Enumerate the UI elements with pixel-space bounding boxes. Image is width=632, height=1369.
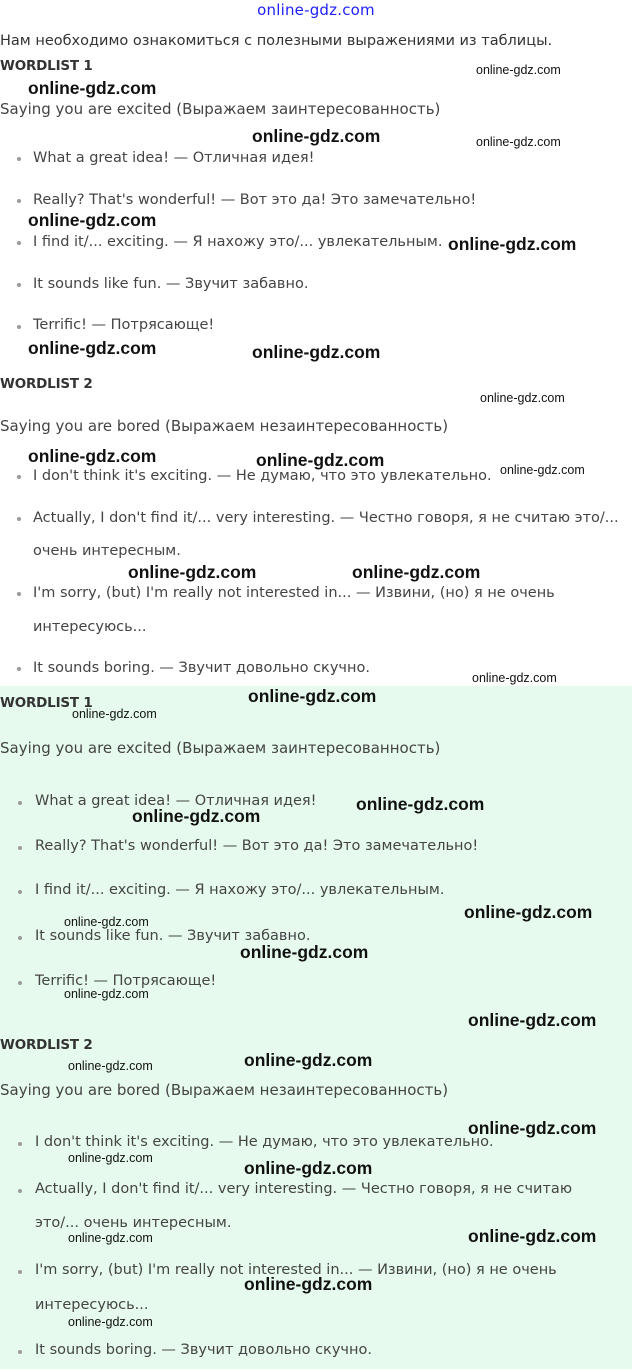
watermark: online-gdz.com	[472, 671, 557, 685]
list-item: I find it/... exciting. — Я нахожу это/... увлекательным.	[33, 234, 443, 250]
bullet-icon	[18, 1142, 22, 1146]
watermark: online-gdz.com	[356, 794, 485, 814]
bullet-icon	[17, 517, 21, 521]
watermark: online-gdz.com	[68, 1231, 153, 1245]
bullet-icon	[17, 667, 21, 671]
watermark: online-gdz.com	[468, 1010, 597, 1030]
wordlist-subtitle: Saying you are bored (Выражаем незаинтересованность)	[0, 1081, 449, 1099]
list-item: I don't think it's exciting. — Не думаю, что это увлекательно.	[33, 468, 492, 484]
list-item: Terrific! — Потрясающе!	[35, 973, 217, 989]
list-item: It sounds boring. — Звучит довольно скучно.	[33, 660, 370, 676]
watermark: online-gdz.com	[252, 126, 381, 146]
bullet-icon	[18, 981, 22, 985]
watermark: online-gdz.com	[468, 1226, 597, 1246]
watermark: online-gdz.com	[500, 463, 585, 477]
wordlist-heading: WORDLIST 2	[0, 1037, 93, 1053]
watermark: online-gdz.com	[464, 902, 593, 922]
watermark: online-gdz.com	[28, 210, 157, 230]
list-item: Terrific! — Потрясающе!	[33, 317, 215, 333]
bullet-icon	[17, 283, 21, 287]
list-item: It sounds like fun. — Звучит забавно.	[35, 928, 311, 944]
list-item-continuation: очень интересным.	[33, 543, 181, 559]
watermark: online-gdz.com	[28, 338, 157, 358]
watermark: online-gdz.com	[476, 63, 561, 77]
list-item: I don't think it's exciting. — Не думаю, что это увлекательно.	[35, 1134, 494, 1150]
watermark: online-gdz.com	[244, 1274, 373, 1294]
bullet-icon	[18, 890, 22, 894]
watermark: online-gdz.com	[244, 1158, 373, 1178]
wordlist-subtitle: Saying you are bored (Выражаем незаинтересованность)	[0, 417, 449, 435]
list-item: I'm sorry, (but) I'm really not interested in... — Извини, (но) я не очень	[35, 1262, 557, 1278]
list-item: Really? That's wonderful! — Вот это да! Это замечательно!	[35, 838, 479, 854]
list-item-continuation: это/... очень интересным.	[35, 1215, 232, 1231]
wordlist-heading: WORDLIST 2	[0, 376, 93, 392]
bullet-icon	[17, 325, 21, 329]
site-link[interactable]: online-gdz.com	[257, 1, 375, 19]
list-item: Really? That's wonderful! — Вот это да! Это замечательно!	[33, 192, 477, 208]
bullet-icon	[18, 936, 22, 940]
watermark: online-gdz.com	[64, 915, 149, 929]
bullet-icon	[17, 199, 21, 203]
watermark: online-gdz.com	[244, 1050, 373, 1070]
bullet-icon	[18, 801, 22, 805]
wordlist-subtitle: Saying you are excited (Выражаем заинтересованность)	[0, 100, 441, 118]
list-item: It sounds boring. — Звучит довольно скучно.	[35, 1342, 372, 1358]
watermark: online-gdz.com	[476, 135, 561, 149]
list-item: Actually, I don't find it/... very interesting. — Честно говоря, я не считаю это/...	[33, 510, 619, 526]
list-item: What a great idea! — Отличная идея!	[35, 793, 317, 809]
list-item-continuation: интересуюсь...	[35, 1297, 149, 1313]
bullet-icon	[17, 592, 21, 596]
watermark: online-gdz.com	[468, 1118, 597, 1138]
bullet-icon	[18, 1350, 22, 1354]
intro-text: Нам необходимо ознакомиться с полезными выражениями из таблицы.	[0, 33, 553, 49]
watermark: online-gdz.com	[128, 562, 257, 582]
bullet-icon	[17, 157, 21, 161]
wordlist-heading: WORDLIST 1	[0, 58, 93, 74]
watermark: online-gdz.com	[252, 342, 381, 362]
list-item: What a great idea! — Отличная идея!	[33, 150, 315, 166]
watermark: online-gdz.com	[28, 446, 157, 466]
watermark: online-gdz.com	[480, 391, 565, 405]
watermark: online-gdz.com	[240, 942, 369, 962]
list-item: I'm sorry, (but) I'm really not interested in... — Извини, (но) я не очень	[33, 585, 555, 601]
watermark: online-gdz.com	[248, 686, 377, 706]
watermark: online-gdz.com	[68, 1059, 153, 1073]
watermark: online-gdz.com	[448, 234, 577, 254]
watermark: online-gdz.com	[68, 1315, 153, 1329]
watermark: online-gdz.com	[64, 987, 149, 1001]
watermark: online-gdz.com	[352, 562, 481, 582]
watermark: online-gdz.com	[256, 450, 385, 470]
watermark: online-gdz.com	[72, 707, 157, 721]
watermark: online-gdz.com	[68, 1151, 153, 1165]
bullet-icon	[18, 1270, 22, 1274]
bullet-icon	[18, 1189, 22, 1193]
wordlist-subtitle: Saying you are excited (Выражаем заинтересованность)	[0, 739, 441, 757]
bullet-icon	[17, 475, 21, 479]
list-item: It sounds like fun. — Звучит забавно.	[33, 276, 309, 292]
list-item: I find it/... exciting. — Я нахожу это/... увлекательным.	[35, 882, 445, 898]
list-item-continuation: интересуюсь...	[33, 619, 147, 635]
bullet-icon	[18, 846, 22, 850]
wordlist-heading: WORDLIST 1	[0, 695, 93, 711]
watermark: online-gdz.com	[28, 78, 157, 98]
bullet-icon	[17, 241, 21, 245]
watermark: online-gdz.com	[132, 806, 261, 826]
list-item: Actually, I don't find it/... very interesting. — Честно говоря, я не считаю	[35, 1181, 573, 1197]
